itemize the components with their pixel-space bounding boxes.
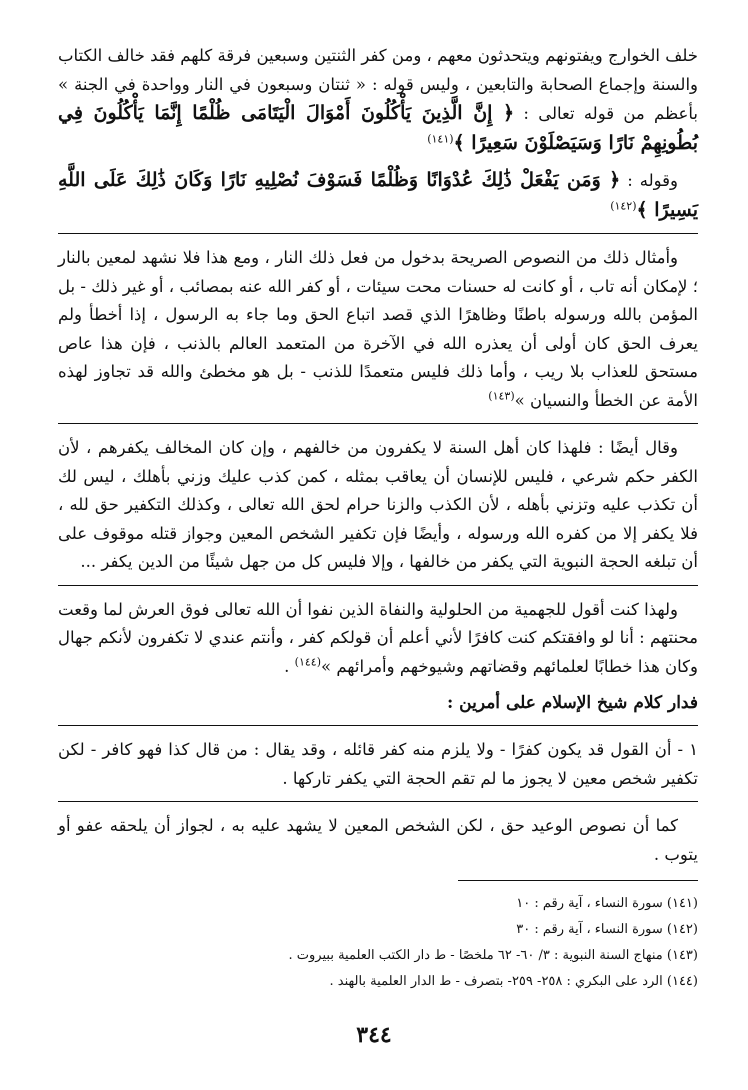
page-number: ٣٤٤: [356, 1022, 392, 1048]
paragraph-5: [58, 596, 698, 682]
paragraph-2-text: وقوله :: [620, 171, 678, 190]
footnotes: [288, 880, 698, 995]
paragraph-5-text: ولهذا كنت أقول للجهمية من الحلولية والنفاة الذين نفوا أن الله تعالى فوق العرش لما وقعت محنتهم : أنا لو وافقتكم كنت كافرًا لأني أعلم أن قولكم كفر ، وأنتم عندي لا تكفرون لأنكم جهال وكان هذا خطابًا لعلمائهم وقضاتهم وشيوخهم وأمرائهم »: [58, 599, 698, 676]
footnote-144: (١٤٤) الرد على البكري : ٢٥٨- ٢٥٩- بتصرف - ط الدار العلمية بالهند .: [329, 974, 698, 989]
footnote-separator: [458, 880, 698, 881]
point-1: ١ - أن القول قد يكون كفرًا - ولا يلزم منه كفر قائله ، وقد يقال : من قال كذا فهو كافر - لكن تكفير شخص معين لا يجوز ما لم تقم الحجة التي يكفر تاركها .: [58, 740, 698, 788]
paragraph-5-tail: .: [284, 656, 295, 676]
paragraph-3: [58, 244, 698, 415]
footnote-ref-143: (١٤٣): [488, 389, 515, 402]
section-divider: [58, 725, 698, 726]
footnote-141: (١٤١) سورة النساء ، آية رقم : ١٠: [516, 896, 698, 911]
point-2: كما أن نصوص الوعيد حق ، لكن الشخص المعين لا يشهد عليه به ، لجواز أن يلحقه عفو أو يتوب .: [58, 816, 698, 864]
paragraph-4-text: وقال أيضًا : فلهذا كان أهل السنة لا يكفرون من خالفهم ، وإن كان المخالف يكفرهم ، لأن الكفر حكم شرعي ، فليس للإنسان أن يعاقب بمثله ، كمن كذب عليك وزني بأهلك ، ليس لك أن تكذب عليه وتزني بأهله ، لأن الكذب والزنا حرام لحق الله تعالى ، وكذلك التكفير حق لله ، فلا يكفر إلا من كفره الله ورسوله ، وأيضًا فإن تكفير الشخص المعين وجواز قتله موقوف على أن تبلغه الحجة النبوية التي يكفر من خالفها ، وإلا فليس كل من جهل شيئًا من الدين يكفر ...: [58, 438, 698, 571]
footnote-143: (١٤٣) منهاج السنة النبوية : ٣/ ٦٠- ٦٢ ملخصًا - ط دار الكتب العلمية ببيروت .: [288, 948, 698, 963]
quran-verse-1: ﴿ إِنَّ الَّذِينَ يَأْكُلُونَ أَمْوَالَ الْيَتَامَى ظُلْمًا إِنَّمَا يَأْكُلُونَ فِي بُطُونِهِمْ نَارًا وَسَيَصْلَوْنَ سَعِيرًا ﴾: [58, 102, 698, 154]
footnote-ref-144: (١٤٤): [294, 655, 321, 668]
footnote-ref-141: (١٤١): [427, 132, 454, 145]
paragraph-1: [58, 42, 698, 158]
quran-verse-2: ﴿ وَمَن يَفْعَلْ ذَٰلِكَ عُدْوَانًا وَظُلْمًا فَسَوْفَ نُصْلِيهِ نَارًا وَكَانَ ذَٰلِكَ عَلَى اللَّهِ يَسِيرًا ﴾: [58, 169, 698, 221]
paragraph-3-text: وأمثال ذلك من النصوص الصريحة بدخول من فعل ذلك النار ، ومع هذا فلا نشهد لمعين بالنار ؛ لإمكان أنه تاب ، أو كانت له حسنات محت سيئات ، أو كفر الله عنه بمصائب ، أو غير ذلك - بل المؤمن بالله ورسوله باطنًا وظاهرًا الذي قصد اتباع الحق وما جاء به الرسول ، إذا أخطأ ولم يعرف الحق كان أولى أن يعذره الله في الآخرة من المتعمد العالم بالذنب ، فإن هذا عاص مستحق للعذاب بلا ريب ، وأما ذلك فليس متعمدًا للذنب - بل هو مخطئ والله قد تجاوز لهذه الأمة عن الخطأ والنسيان »: [58, 248, 698, 410]
section-divider: [58, 585, 698, 586]
paragraph-1-text: خلف الخوارج ويفتونهم ويتحدثون معهم ، ومن كفر الثنتين وسبعين فرقة كلهم فقد خالف الكتاب والسنة وإجماع الصحابة والتابعين ، وليس قوله : « ثنتان وسبعون في النار وواحدة في الجنة » بأعظم من قوله تعالى :: [58, 46, 698, 123]
section-divider: [58, 801, 698, 802]
paragraph-2: [58, 166, 698, 225]
section-heading: فدار كلام شيخ الإسلام على أمرين :: [446, 693, 698, 713]
footnote-ref-142: (١٤٢): [610, 199, 637, 212]
paragraph-4: [58, 434, 698, 577]
section-divider: [58, 233, 698, 234]
section-divider: [58, 423, 698, 424]
footnote-142: (١٤٢) سورة النساء ، آية رقم : ٣٠: [516, 922, 698, 937]
